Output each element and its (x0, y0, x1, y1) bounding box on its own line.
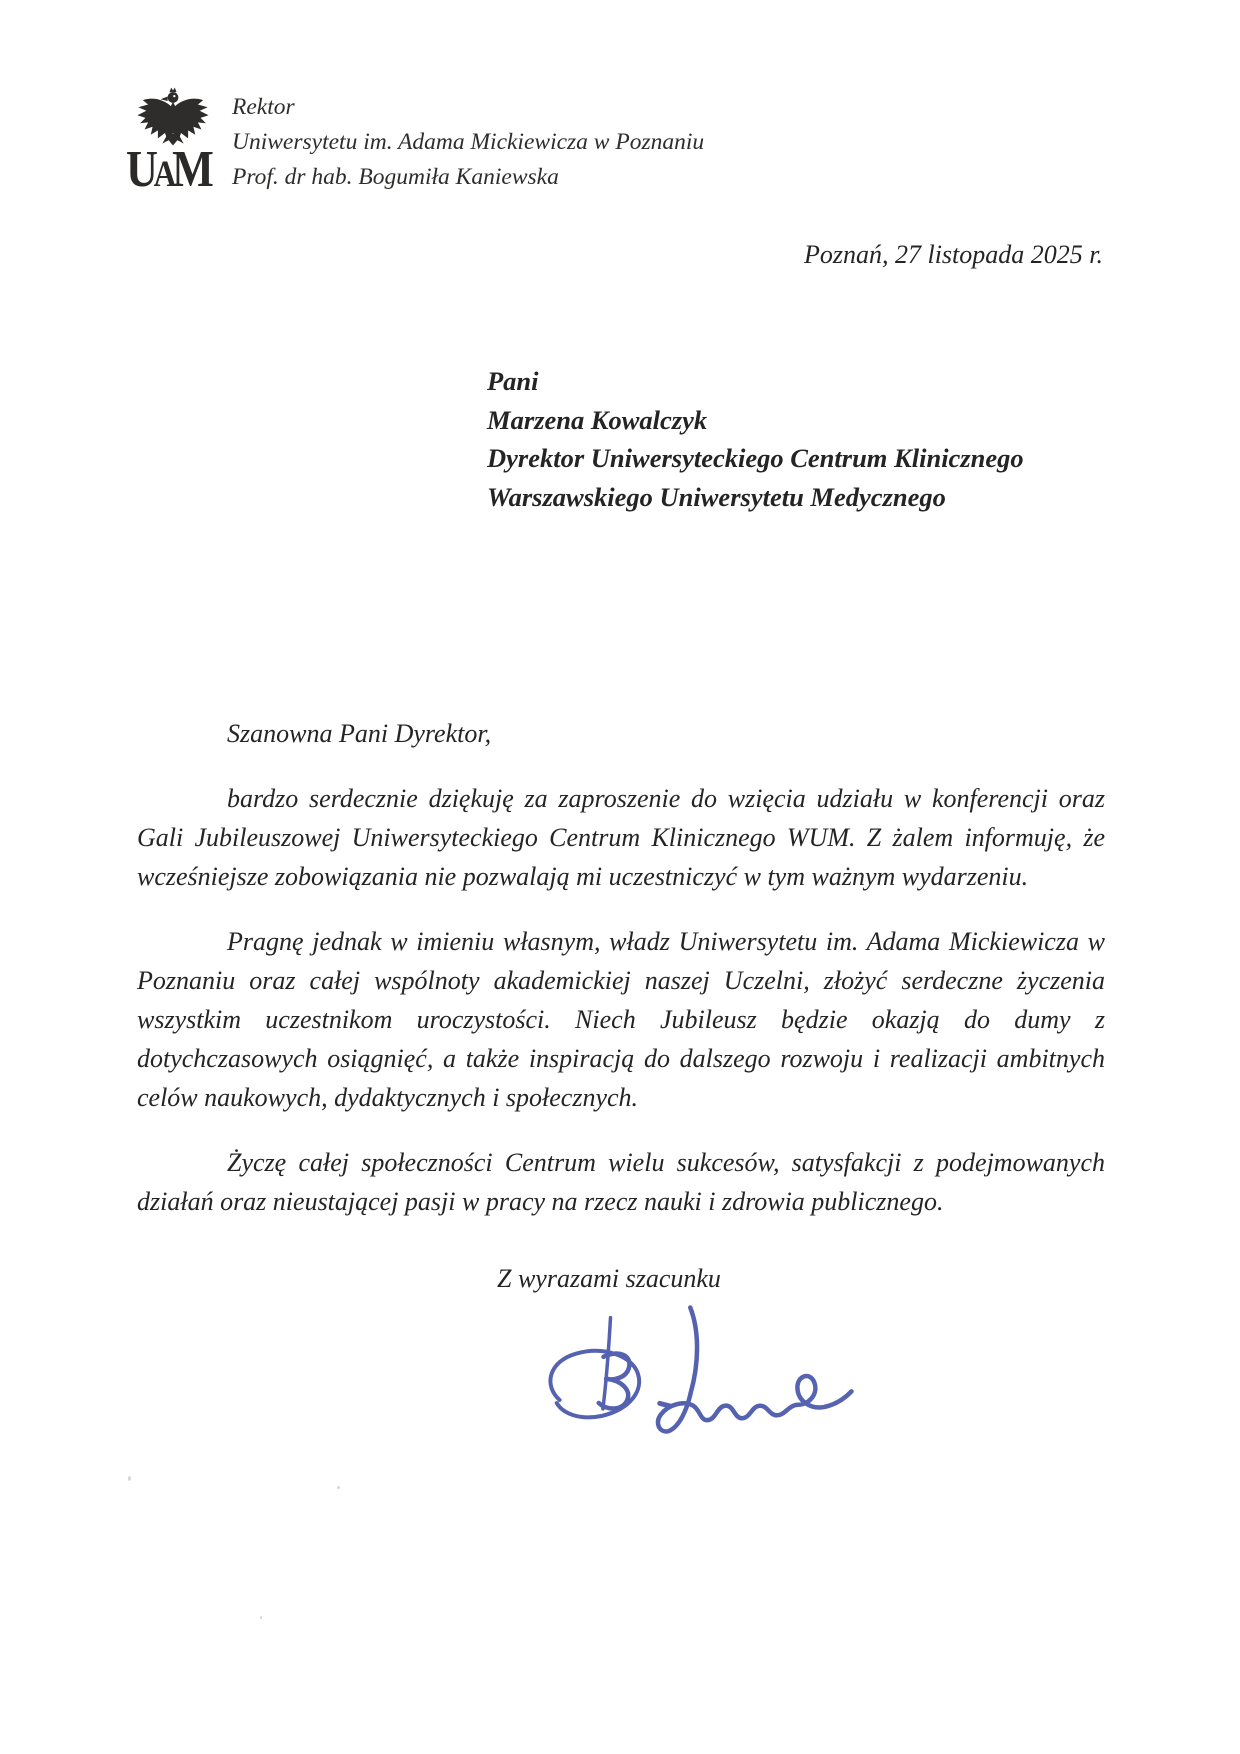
handwritten-signature (487, 1300, 1105, 1448)
sender-name: Prof. dr hab. Bogumiła Kaniewska (232, 164, 559, 190)
letter-body (137, 714, 1105, 1448)
sender-block (232, 90, 704, 195)
closing-phrase: Z wyrazami szacunku (497, 1264, 721, 1293)
sender-university: Uniwersytetu im. Adama Mickiewicza w Poznaniu (232, 129, 705, 155)
body-paragraph-2: Pragnę jednak w imieniu własnym, władz Uniwersytetu im. Adama Mickiewicza w Poznaniu oraz całej wspólnoty akademickiej naszej Uczelni, złożyć serdeczne życzenia wszystkim uczestnikom uroczystości. Niech Jubileusz będzie okazją do dumy z dotychczasowych osiągnięć, a także inspiracją do dalszego rozwoju i realizacji ambitnych celów naukowych, dydaktycznych i społecznych. (137, 927, 1105, 1112)
salutation: Szanowna Pani Dyrektor, (227, 719, 492, 748)
scan-speck (128, 1476, 131, 1481)
logo-acronym (126, 141, 210, 198)
recipient-honorific: Pani (487, 366, 539, 396)
recipient-block (487, 362, 1024, 516)
sender-title: Rektor (232, 94, 295, 120)
recipient-name: Marzena Kowalczyk (487, 404, 708, 435)
body-paragraph-1: bardzo serdecznie dziękuję za zaproszenie do wzięcia udziału w konferencji oraz Gali Jubileuszowej Uniwersyteckiego Centrum Klinicznego WUM. Z żalem informuję, że wcześniejsze zobowiązania nie pozwalają mi uczestniczyć w tym ważnym wydarzeniu. (137, 784, 1105, 891)
recipient-institution: Warszawskiego Uniwersytetu Medycznego (487, 481, 946, 512)
recipient-role: Dyrektor Uniwersyteckiego Centrum Klinicznego (487, 443, 1024, 473)
scan-speck (260, 1616, 262, 1619)
logo-letter-u: U (126, 141, 154, 198)
uam-logo (126, 86, 222, 196)
body-paragraph-3: Życzę całej społeczności Centrum wielu sukcesów, satysfakcji z podejmowanych działań oraz nieustającej pasji w pracy na rzecz nauki i zdrowia publicznego. (137, 1148, 1105, 1216)
eagle-icon (133, 86, 213, 148)
logo-letter-m: M (172, 141, 210, 198)
signature-ink-icon (485, 1295, 861, 1453)
scan-speck (337, 1486, 340, 1489)
logo-letter-a: A (153, 154, 173, 195)
dateline: Poznań, 27 listopada 2025 r. (803, 240, 1103, 269)
